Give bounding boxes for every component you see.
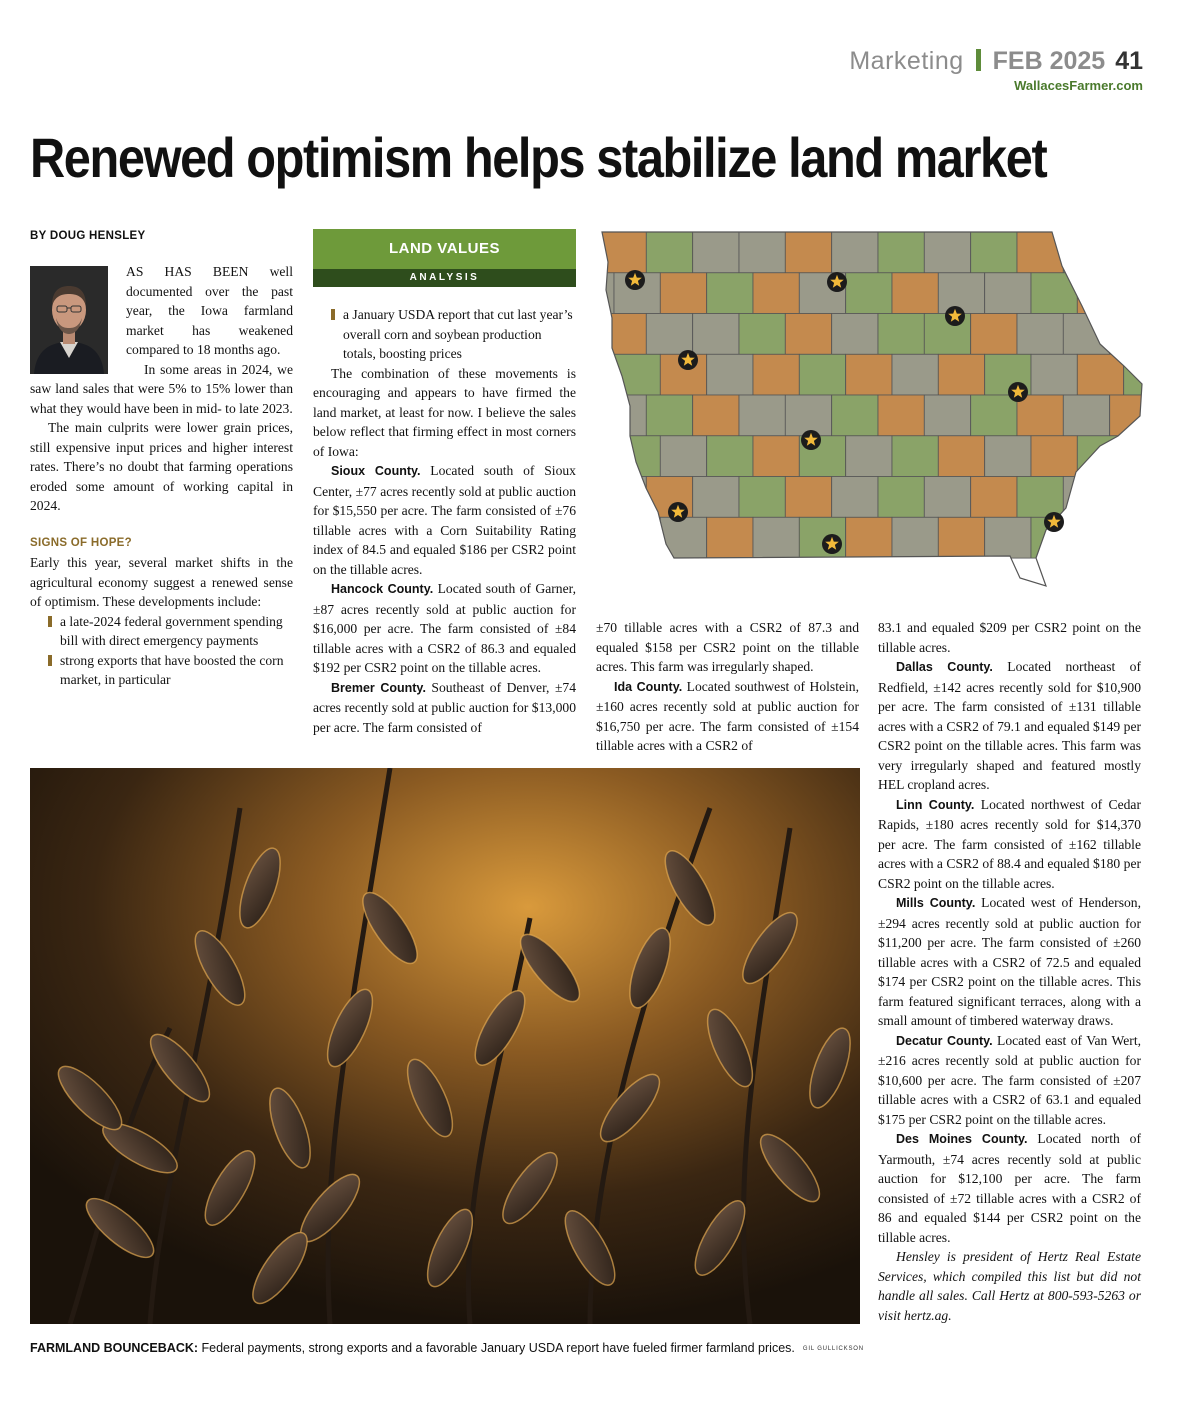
county-cell <box>785 477 831 518</box>
county-cell <box>985 517 1031 558</box>
county-cell <box>600 436 614 477</box>
county-cell <box>892 273 938 314</box>
county-cell <box>1124 436 1145 477</box>
sale-paragraph <box>878 1129 1141 1247</box>
column-1 <box>30 262 293 690</box>
folio <box>849 46 1143 76</box>
county-cell <box>660 436 706 477</box>
headline: Renewed optimism helps stabilize land market <box>30 126 1047 189</box>
author-portrait-drawing <box>30 266 108 374</box>
county-cell <box>892 354 938 395</box>
county-name: Des Moines County. <box>896 1132 1028 1146</box>
sale-star-icon <box>625 270 645 290</box>
soybean-photo <box>30 768 860 1324</box>
bullet-item: a late-2024 federal government spending bill with direct emergency payments <box>30 612 293 651</box>
county-name: Ida County. <box>614 679 683 694</box>
county-cell <box>938 517 984 558</box>
county-cell <box>985 436 1031 477</box>
county-cell <box>693 395 739 436</box>
county-cell <box>600 354 614 395</box>
box-title: LAND VALUES <box>313 229 576 269</box>
author-bio: Hensley is president of Hertz Real Estate Services, which compiled this list but did not handle all sales. Call Hertz at 800-593-5263 or visit hertz.ag. <box>878 1249 1141 1323</box>
column-2 <box>313 305 576 737</box>
county-cell <box>892 517 938 558</box>
county-cell <box>924 232 970 273</box>
county-cell <box>739 477 785 518</box>
county-cell <box>1031 436 1077 477</box>
sale-paragraph <box>596 677 859 756</box>
county-cell <box>707 436 753 477</box>
subhead: SIGNS OF HOPE? <box>30 536 132 549</box>
body-paragraph: Early this year, several market shifts in the agricultural economy suggest a renewed sense of optimism. These developments include: <box>30 555 293 609</box>
county-cell <box>878 314 924 355</box>
author-portrait <box>30 266 108 374</box>
sale-text: Located northwest of Cedar Rapids, ±180 acres recently sold for $14,370 per acre. The farm consisted of ±162 tillable acres with a CSR2 of 88.4 and equaled $180 per CSR2 point on the tillable acres. <box>878 796 1141 891</box>
county-cell <box>846 517 892 558</box>
county-cell <box>1110 314 1145 355</box>
intro-paragraph: AS HAS BEEN well documented over the past year, the Iowa farmland market has weakened compared to 18 months ago. <box>126 264 293 357</box>
folio-divider <box>976 49 981 71</box>
county-cell <box>846 354 892 395</box>
county-name: Bremer County. <box>331 680 426 695</box>
sale-paragraph <box>313 579 576 678</box>
land-values-box <box>313 229 576 287</box>
bullet-item: strong exports that have boosted the corn market, in particular <box>30 651 293 690</box>
county-name: Mills County. <box>896 896 976 910</box>
caption-text: Federal payments, strong exports and a favorable January USDA report have fueled firmer farmland prices. <box>198 1341 795 1355</box>
county-cell <box>938 436 984 477</box>
county-cell <box>832 232 878 273</box>
photo-credit: GIL GULLICKSON <box>802 1346 864 1352</box>
county-cell <box>1017 314 1063 355</box>
sale-text: Located south of Sioux Center, ±77 acres recently sold at public auction for $15,550 per acre. The farm consisted of ±76 tillable acres with a Corn Suitability Rating index of 84.5 and equaled $186 per CSR2 point on the tillable acres. <box>313 463 576 577</box>
sale-text: Located west of Henderson, ±294 acres recently sold at public auction for $11,200 per acre. The farm consisted of ±260 tillable acres with a CSR2 of 72.5 and equaled $174 per CSR2 point on the tillable acres. This farm featured significant terraces, along with a small amount of timbered waterway draws. <box>878 895 1141 1028</box>
county-cell <box>660 517 706 558</box>
sale-star-icon <box>1008 382 1028 402</box>
sale-paragraph <box>878 893 1141 1031</box>
column-3 <box>596 618 859 756</box>
body-paragraph: In some areas in 2024, we saw land sales that were 5% to 15% lower than what they would have been in mid- to late 2023. <box>30 361 293 416</box>
county-cell <box>1017 477 1063 518</box>
page-number: 41 <box>1115 47 1143 75</box>
county-cell <box>660 273 706 314</box>
soybean-photo-drawing <box>30 768 860 1324</box>
county-cell <box>878 477 924 518</box>
county-cell <box>1017 395 1063 436</box>
page-header <box>849 46 1143 93</box>
county-cell <box>938 273 984 314</box>
sale-text: Located east of Van Wert, ±216 acres recently sold at public auction for $10,600 per acre. The farm consisted of ±207 tillable acres with a CSR2 of 63.1 and equaled $175 per CSR2 point on the tillable acres. <box>878 1032 1141 1127</box>
county-name: Dallas County. <box>896 660 993 674</box>
county-cell <box>1124 517 1145 558</box>
county-cell <box>971 477 1017 518</box>
county-cell <box>739 232 785 273</box>
county-cell <box>1063 314 1109 355</box>
county-cell <box>878 395 924 436</box>
iowa-county-map <box>600 226 1145 588</box>
section-name: Marketing <box>849 47 964 75</box>
county-cell <box>646 314 692 355</box>
county-cell <box>938 354 984 395</box>
county-cell <box>600 232 646 273</box>
county-cell <box>832 477 878 518</box>
sale-paragraph <box>313 461 576 579</box>
site-name: WallacesFarmer.com <box>1014 78 1143 93</box>
county-cell <box>832 395 878 436</box>
county-cell <box>739 395 785 436</box>
county-cell <box>799 354 845 395</box>
county-cell <box>985 273 1031 314</box>
county-cell <box>753 436 799 477</box>
sale-paragraph <box>878 1031 1141 1130</box>
county-cell <box>846 436 892 477</box>
county-cell <box>646 395 692 436</box>
sale-star-icon <box>668 502 688 522</box>
county-cell <box>1063 477 1109 518</box>
county-cell <box>646 232 692 273</box>
sale-star-icon <box>945 306 965 326</box>
county-cell <box>1031 273 1077 314</box>
county-cell <box>1077 273 1123 314</box>
county-cell <box>1124 273 1145 314</box>
county-cell <box>600 314 646 355</box>
county-cell <box>971 395 1017 436</box>
sale-star-icon <box>822 534 842 554</box>
column-4 <box>878 618 1141 1325</box>
county-cell <box>878 232 924 273</box>
county-cell <box>1110 232 1145 273</box>
county-cell <box>707 273 753 314</box>
county-cell <box>832 314 878 355</box>
county-cell <box>1017 232 1063 273</box>
issue-date: FEB 2025 <box>992 47 1106 75</box>
sale-star-icon <box>801 430 821 450</box>
county-name: Linn County. <box>896 797 975 812</box>
county-cell <box>785 395 831 436</box>
county-cell <box>739 314 785 355</box>
county-cell <box>614 436 660 477</box>
county-cell <box>785 314 831 355</box>
county-cell <box>753 273 799 314</box>
sale-text: Located southwest of Holstein, ±160 acres recently sold at public auction for $16,750 per acre. The farm consisted of ±154 tillable acres with a CSR2 of <box>596 678 859 753</box>
photo-caption <box>30 1341 864 1355</box>
sale-star-icon <box>678 350 698 370</box>
county-name: Hancock County. <box>331 582 434 596</box>
sale-star-icon <box>827 272 847 292</box>
box-subtitle: ANALYSIS <box>313 269 576 287</box>
body-paragraph: 83.1 and equaled $209 per CSR2 point on the tillable acres. <box>878 620 1141 655</box>
county-name: Sioux County. <box>331 464 421 478</box>
county-cell <box>785 232 831 273</box>
sale-paragraph <box>878 795 1141 894</box>
county-cell <box>753 517 799 558</box>
county-cell <box>971 232 1017 273</box>
caption-label: FARMLAND BOUNCEBACK: <box>30 1341 199 1355</box>
county-cell <box>753 354 799 395</box>
sale-text: Located north of Yarmouth, ±74 acres recently sold at public auction for $12,100 per acre. The farm consisted of ±72 tillable acres with a CSR2 of 86 and equaled $144 per CSR2 point on the tillable acres. <box>878 1131 1142 1245</box>
county-cell <box>1063 232 1109 273</box>
county-cell <box>707 354 753 395</box>
body-paragraph: The main culprits were lower grain prices, still expensive input prices and higher interest rates. There’s no doubt that farming operations eroded some amount of working capital in 2024. <box>30 420 293 513</box>
county-cell <box>924 477 970 518</box>
county-cell <box>600 477 646 518</box>
county-cell <box>924 395 970 436</box>
sale-text: Southeast of Denver, ±74 acres recently sold at public auction for $13,000 per acre. The farm consisted of <box>313 679 576 735</box>
county-cell <box>1110 477 1145 518</box>
sale-star-icon <box>1044 512 1064 532</box>
county-cell <box>892 436 938 477</box>
body-paragraph: ±70 tillable acres with a CSR2 of 87.3 and equaled $158 per CSR2 point on the tillable acres. This farm was irregularly shaped. <box>596 620 859 674</box>
sale-paragraph <box>878 657 1141 795</box>
county-cell <box>846 273 892 314</box>
body-paragraph: The combination of these movements is encouraging and appears to have firmed the land market, at least for now. I believe the sales below reflect that firming effect in most corners of Iowa: <box>313 365 576 459</box>
bullet-item: a January USDA report that cut last year’s overall corn and soybean production totals, boosting prices <box>313 305 576 364</box>
sale-text: Located south of Garner, ±87 acres recently sold at public auction for $16,000 per acre. The farm consisted of ±84 tillable acres with a CSR2 of 86.3 and equaled $192 per CSR2 point on the tillable acres. <box>313 581 576 675</box>
county-cell <box>1063 395 1109 436</box>
county-cell <box>1077 354 1123 395</box>
county-cell <box>693 477 739 518</box>
county-cell <box>600 395 646 436</box>
county-cell <box>1031 354 1077 395</box>
county-cell <box>707 517 753 558</box>
county-cell <box>1077 517 1123 558</box>
county-cell <box>693 232 739 273</box>
county-cell <box>971 314 1017 355</box>
county-cell <box>1077 436 1123 477</box>
sale-text: Located northeast of Redfield, ±142 acres recently sold for $10,900 per acre. The farm consisted of ±131 tillable acres with a CSR2 of 79.1 and equaled $149 per CSR2 point on the tillable acres. This farm was very irregularly shaped and featured mostly HEL cropland acres. <box>878 659 1141 792</box>
byline: BY DOUG HENSLEY <box>30 230 146 242</box>
county-cell <box>614 517 660 558</box>
county-cell <box>693 314 739 355</box>
county-name: Decatur County. <box>896 1033 993 1048</box>
sale-paragraph <box>313 678 576 738</box>
county-cell <box>600 517 614 558</box>
